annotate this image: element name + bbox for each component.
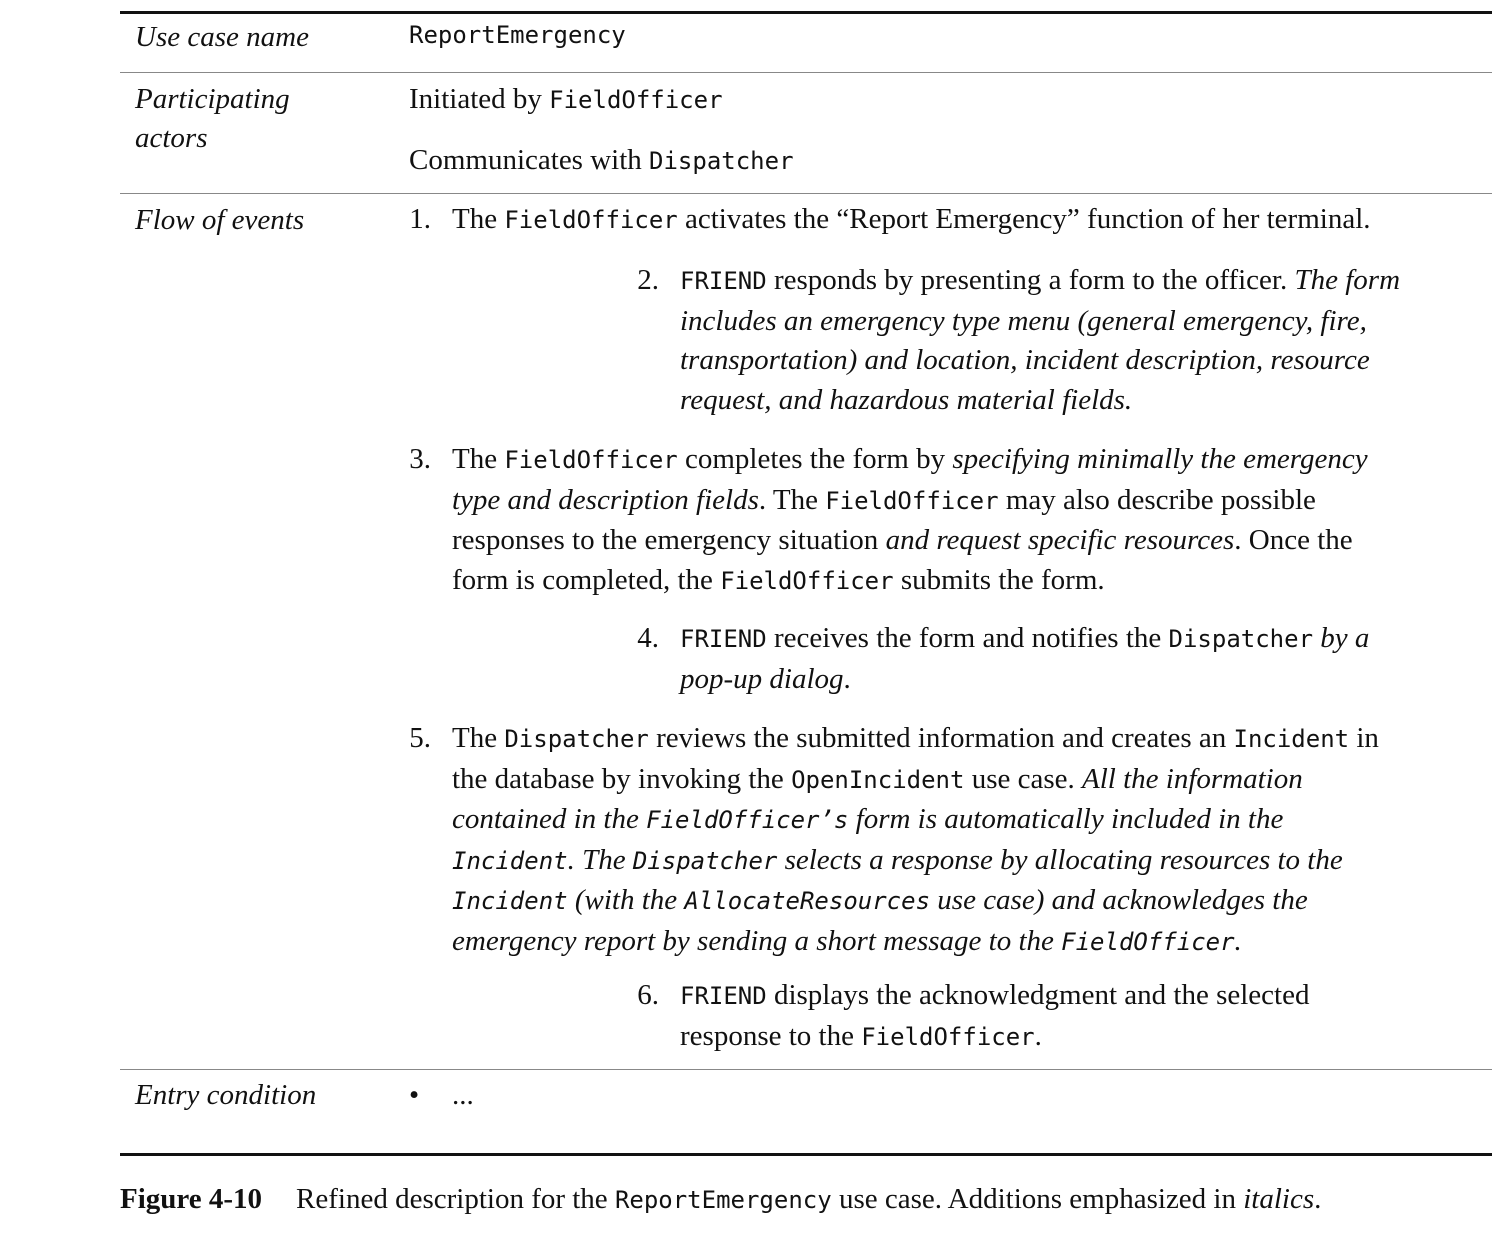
actor-initiated [409, 80, 723, 120]
entry-value: ... [452, 1079, 474, 1111]
row-divider [120, 1069, 1492, 1070]
actors-label-line2: actors [135, 122, 208, 154]
caption-code: ReportEmergency [614, 1186, 832, 1214]
entry-condition-label: Entry condition [135, 1079, 317, 1111]
step-text: FRIEND displays the acknowledgment and the selected response to the FieldOfficer. [680, 979, 1310, 1052]
actor-initiated-name: FieldOfficer [549, 86, 723, 114]
actors-label-line1: Participating [135, 83, 290, 115]
use-case-name-value: ReportEmergency [409, 21, 626, 49]
actor-communicates [409, 141, 794, 181]
step-text: FRIEND receives the form and notifies the Dispatcher by a pop-up dialog. [680, 622, 1370, 695]
row-divider [120, 72, 1492, 73]
step-number: 3. [409, 443, 431, 475]
step-number: 6. [637, 979, 659, 1011]
step-text: The FieldOfficer activates the “Report Emergency” function of her terminal. [452, 203, 1371, 235]
actor-comm-name: Dispatcher [649, 147, 794, 175]
participating-actors-label [135, 80, 290, 158]
step-text: FRIEND responds by presenting a form to the officer. The form includes an emergency type menu (general emergency, fire, transportation) and location, incident description, resource request, and hazardous material fields. [680, 264, 1401, 416]
entry-bullet: • [409, 1079, 420, 1111]
step-text: The FieldOfficer completes the form by specifying minimally the emergency type and description fields. The FieldOfficer may also describe possible responses to the emergency situation and request specific resources. Once the form is completed, the FieldOfficer submits the form. [452, 443, 1368, 596]
step-number: 5. [409, 722, 431, 754]
actor-comm-text: Communicates with [409, 144, 650, 176]
figure-caption: Figure 4-10 Refined description for the ReportEmergency use case. Additions emphasized in italics. [120, 1183, 1322, 1215]
step-number: 2. [637, 264, 659, 296]
step-number: 1. [409, 203, 431, 235]
row-divider [120, 193, 1492, 194]
flow-of-events-label: Flow of events [135, 204, 305, 236]
table-top-rule [120, 11, 1492, 14]
step-number: 4. [637, 622, 659, 654]
use-case-name-label: Use case name [135, 21, 309, 53]
figure-label: Figure 4-10 [120, 1183, 263, 1215]
table-bottom-rule [120, 1153, 1492, 1156]
actor-initiated-text: Initiated by [409, 83, 550, 115]
step-text: The Dispatcher reviews the submitted information and creates an Incident in the database by invoking the OpenIncident use case. All the information contained in the FieldOfficer’s form is automatically included in the Incident. The Dispatcher selects a response by allocating resources to the Incident (with the AllocateResources use case) and acknowledges the emergency report by sending a short message to the FieldOfficer. [452, 722, 1379, 957]
